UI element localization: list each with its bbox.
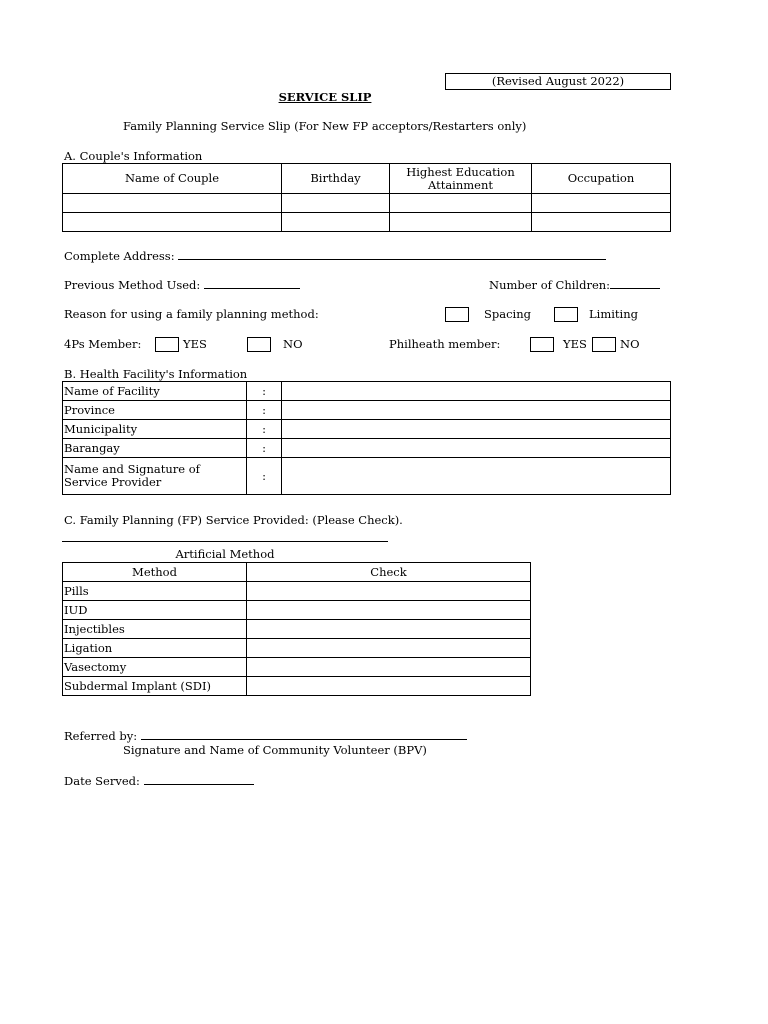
barangay-label: Barangay xyxy=(63,439,247,458)
children-input[interactable] xyxy=(610,277,660,289)
children-label: Number of Children: xyxy=(489,278,611,292)
input-cell[interactable] xyxy=(63,213,282,232)
input-cell[interactable] xyxy=(282,213,390,232)
philhealth-no-checkbox[interactable] xyxy=(592,337,616,352)
method-sdi: Subdermal Implant (SDI) xyxy=(63,677,247,696)
input-cell[interactable] xyxy=(532,213,671,232)
philhealth-no-label: NO xyxy=(620,337,640,351)
col-header-check: Check xyxy=(247,563,531,582)
fourps-label: 4Ps Member: xyxy=(64,337,142,351)
input-cell[interactable] xyxy=(532,194,671,213)
date-input[interactable] xyxy=(144,773,254,785)
table-row xyxy=(63,194,671,213)
col-header-birthday: Birthday xyxy=(282,164,390,194)
revision-note: (Revised August 2022) xyxy=(445,73,671,90)
table-row xyxy=(63,213,671,232)
method-ligation: Ligation xyxy=(63,639,247,658)
col-header-occupation: Occupation xyxy=(532,164,671,194)
table-row xyxy=(63,658,531,677)
facility-info-table xyxy=(62,381,671,495)
check-cell[interactable] xyxy=(247,601,531,620)
previous-method-field xyxy=(64,277,300,292)
barangay-input[interactable] xyxy=(282,439,671,458)
section-a-heading: A. Couple's Information xyxy=(64,149,203,163)
municipality-label: Municipality xyxy=(63,420,247,439)
couple-info-table xyxy=(62,163,671,232)
artificial-method-title: Artificial Method xyxy=(175,547,275,561)
limiting-checkbox[interactable] xyxy=(554,307,578,322)
check-cell[interactable] xyxy=(247,582,531,601)
separator: : xyxy=(247,458,282,495)
method-injectibles: Injectibles xyxy=(63,620,247,639)
col-header-method: Method xyxy=(63,563,247,582)
check-cell[interactable] xyxy=(247,677,531,696)
children-field xyxy=(489,277,660,292)
municipality-input[interactable] xyxy=(282,420,671,439)
check-cell[interactable] xyxy=(247,658,531,677)
table-row xyxy=(63,401,671,420)
table-row xyxy=(63,382,671,401)
reason-label: Reason for using a family planning method: xyxy=(64,307,319,321)
address-label: Complete Address: xyxy=(64,249,175,263)
input-cell[interactable] xyxy=(282,194,390,213)
col-header-education: Highest Education Attainment xyxy=(390,164,532,194)
table-row xyxy=(63,439,671,458)
facility-name-label: Name of Facility xyxy=(63,382,247,401)
date-label: Date Served: xyxy=(64,774,140,788)
philhealth-label: Philheath member: xyxy=(389,337,501,351)
separator: : xyxy=(247,420,282,439)
divider xyxy=(62,541,388,542)
province-label: Province xyxy=(63,401,247,420)
input-cell[interactable] xyxy=(390,213,532,232)
col-header-name: Name of Couple xyxy=(63,164,282,194)
fourps-no-label: NO xyxy=(283,337,303,351)
table-row xyxy=(63,639,531,658)
date-field xyxy=(64,773,254,788)
method-vasectomy: Vasectomy xyxy=(63,658,247,677)
input-cell[interactable] xyxy=(390,194,532,213)
section-c-heading: C. Family Planning (FP) Service Provided: (Please Check). xyxy=(64,513,403,527)
referred-caption: Signature and Name of Community Volunteer (BPV) xyxy=(123,743,427,757)
page-title: SERVICE SLIP xyxy=(278,90,372,104)
table-row xyxy=(63,420,671,439)
table-row xyxy=(63,582,531,601)
provider-label: Name and Signature of Service Provider xyxy=(63,458,247,495)
limiting-label: Limiting xyxy=(589,307,638,321)
spacing-label: Spacing xyxy=(484,307,531,321)
check-cell[interactable] xyxy=(247,620,531,639)
method-pills: Pills xyxy=(63,582,247,601)
facility-name-input[interactable] xyxy=(282,382,671,401)
separator: : xyxy=(247,439,282,458)
fourps-yes-label: YES xyxy=(183,337,207,351)
table-row xyxy=(63,601,531,620)
section-b-heading: B. Health Facility's Information xyxy=(64,367,248,381)
check-cell[interactable] xyxy=(247,639,531,658)
referred-input[interactable] xyxy=(141,728,467,740)
form-subtitle: Family Planning Service Slip (For New FP acceptors/Restarters only) xyxy=(123,119,527,133)
philhealth-yes-label: YES xyxy=(563,337,587,351)
fourps-yes-checkbox[interactable] xyxy=(155,337,179,352)
table-row xyxy=(63,458,671,495)
separator: : xyxy=(247,401,282,420)
previous-method-input[interactable] xyxy=(204,277,300,289)
philhealth-yes-checkbox[interactable] xyxy=(530,337,554,352)
address-field xyxy=(64,248,606,263)
spacing-checkbox[interactable] xyxy=(445,307,469,322)
previous-method-label: Previous Method Used: xyxy=(64,278,201,292)
fp-methods-table xyxy=(62,562,531,696)
separator: : xyxy=(247,382,282,401)
referred-field xyxy=(64,728,467,743)
address-input[interactable] xyxy=(178,248,606,260)
referred-label: Referred by: xyxy=(64,729,138,743)
province-input[interactable] xyxy=(282,401,671,420)
table-row xyxy=(63,677,531,696)
input-cell[interactable] xyxy=(63,194,282,213)
table-row xyxy=(63,620,531,639)
fourps-no-checkbox[interactable] xyxy=(247,337,271,352)
method-iud: IUD xyxy=(63,601,247,620)
provider-input[interactable] xyxy=(282,458,671,495)
